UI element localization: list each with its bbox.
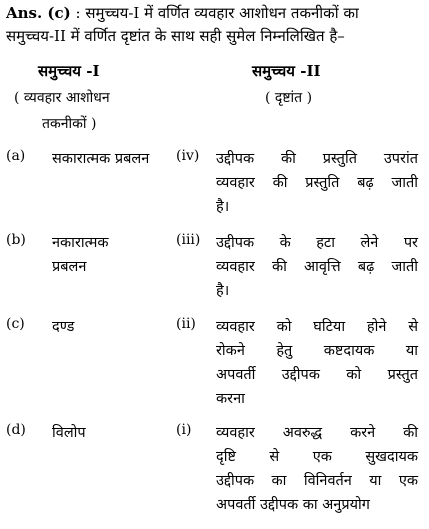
example-line: व्यवहार की आवृत्ति बढ़ जाती	[216, 259, 418, 275]
technique-term: प्रबलन	[52, 259, 87, 275]
row-label: (c)	[6, 316, 25, 332]
intro-line-1-text: : समुच्चय-I में वर्णित व्यवहार आशोधन तकनीकों का	[70, 4, 359, 22]
matched-numeral: (iv)	[176, 148, 200, 164]
intro-line-2: समुच्चय-II में वर्णित दृष्टांत के साथ सही सुमेल निम्नलिखित है–	[6, 27, 345, 45]
example-line: करना	[216, 391, 245, 407]
technique-term: दण्ड	[52, 319, 75, 335]
intro-paragraph	[6, 2, 424, 48]
example-line: है।	[216, 283, 230, 299]
answer-label: Ans. (c)	[6, 4, 71, 22]
technique-term: विलोप	[52, 425, 86, 441]
example-line: है।	[216, 199, 230, 215]
right-column-subtitle: ( दृष्टांत )	[265, 90, 313, 106]
example-line: उद्दीपक के हटा लेने पर	[216, 235, 418, 251]
right-column-title: समुच्चय -II	[252, 62, 321, 80]
example-line: रोकने हेतु कष्टदायक या	[216, 343, 418, 359]
left-column-subtitle-2: तकनीकों )	[42, 116, 97, 132]
intro-line-1	[6, 2, 424, 25]
row-label: (d)	[6, 422, 26, 438]
example-line: उद्दीपक का विनिवर्तन या एक	[216, 473, 418, 489]
example-line: अपवर्ती उद्दीपक का अनुप्रयोग	[216, 497, 370, 513]
example-line: व्यवहार को घटिया होने से	[216, 319, 418, 335]
example-line: अपवर्ती उद्दीपक को प्रस्तुत	[216, 367, 418, 383]
row-label: (a)	[6, 148, 26, 164]
technique-term: नकारात्मक	[52, 235, 109, 251]
row-label: (b)	[6, 232, 26, 248]
example-line: उद्दीपक की प्रस्तुति उपरांत	[216, 151, 418, 167]
example-line: व्यवहार की प्रस्तुति बढ़ जाती	[216, 175, 418, 191]
matched-numeral: (iii)	[176, 232, 201, 248]
example-line: दृष्टि से एक सुखदायक	[216, 449, 418, 465]
left-column-subtitle-1: ( व्यवहार आशोधन	[14, 90, 110, 106]
matched-numeral: (ii)	[176, 316, 196, 332]
example-line: व्यवहार अवरुद्ध करने की	[216, 425, 418, 441]
technique-term: सकारात्मक प्रबलन	[52, 151, 150, 167]
matched-numeral: (i)	[176, 422, 192, 438]
left-column-title: समुच्चय -I	[38, 62, 100, 80]
